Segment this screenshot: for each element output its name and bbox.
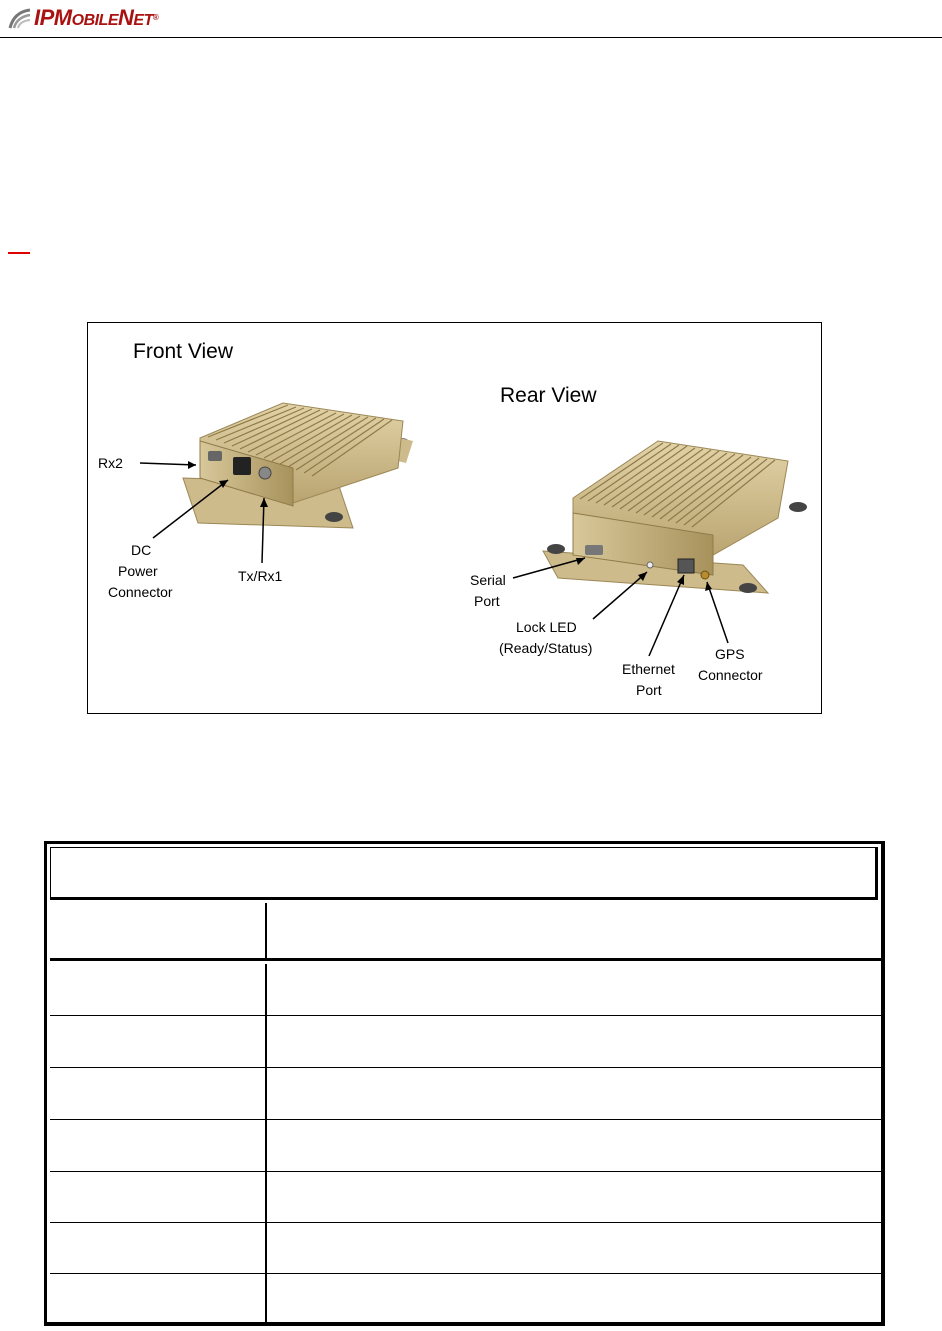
label-ethernet-line1: Ethernet [622, 661, 675, 677]
label-gps-line1: GPS [715, 646, 745, 662]
table-title-cell [50, 847, 878, 900]
table-header-row [50, 903, 884, 961]
logo-mark-icon [8, 8, 32, 30]
label-dc-line2: Power [118, 563, 158, 579]
table-row [50, 1120, 884, 1172]
table-cell [50, 1120, 265, 1132]
company-logo [8, 6, 158, 32]
front-unit-image [183, 403, 413, 528]
front-view-title: Front View [133, 340, 233, 363]
table-cell [267, 1068, 283, 1080]
table-row [50, 1171, 884, 1223]
rear-unit-image [543, 441, 807, 593]
table-row [50, 964, 884, 1016]
label-lock-line1: Lock LED [516, 619, 577, 635]
label-ethernet-line2: Port [636, 682, 662, 698]
label-dc-line1: DC [131, 542, 152, 558]
revision-mark [8, 252, 30, 254]
table-row [50, 1016, 884, 1068]
table-title [51, 848, 875, 860]
table-row [50, 1222, 884, 1274]
table-cell [50, 964, 265, 976]
header-divider [0, 37, 942, 38]
table-cell [267, 964, 283, 976]
label-lock-line2: (Ready/Status) [499, 640, 593, 656]
rear-view-title: Rear View [500, 384, 597, 407]
table-cell [50, 1273, 265, 1285]
table-header-cell-1 [50, 903, 267, 958]
table-row [50, 1273, 884, 1322]
device-views-illustration [88, 323, 821, 713]
table-cell [50, 1171, 265, 1183]
table-cell [50, 1016, 265, 1028]
label-txrx1: Tx/Rx1 [238, 568, 283, 584]
table-row [50, 1068, 884, 1120]
label-rx2: Rx2 [98, 455, 123, 471]
label-dc-line3: Connector [108, 584, 173, 600]
table-cell [50, 1222, 265, 1234]
page-header [0, 0, 942, 38]
label-serial-line2: Port [474, 593, 500, 609]
label-gps-line2: Connector [698, 667, 763, 683]
specification-table [44, 841, 885, 1326]
table-cell [267, 1171, 283, 1183]
table-cell [267, 1120, 283, 1132]
table-cell [50, 1068, 265, 1080]
device-views-figure [87, 322, 822, 714]
table-header-cell-2 [267, 903, 283, 915]
logo-wordmark: IPMOBILENET® [34, 4, 159, 30]
table-cell [267, 1016, 283, 1028]
table-cell [267, 1273, 283, 1285]
table-cell [267, 1222, 283, 1234]
label-serial-line1: Serial [470, 572, 506, 588]
